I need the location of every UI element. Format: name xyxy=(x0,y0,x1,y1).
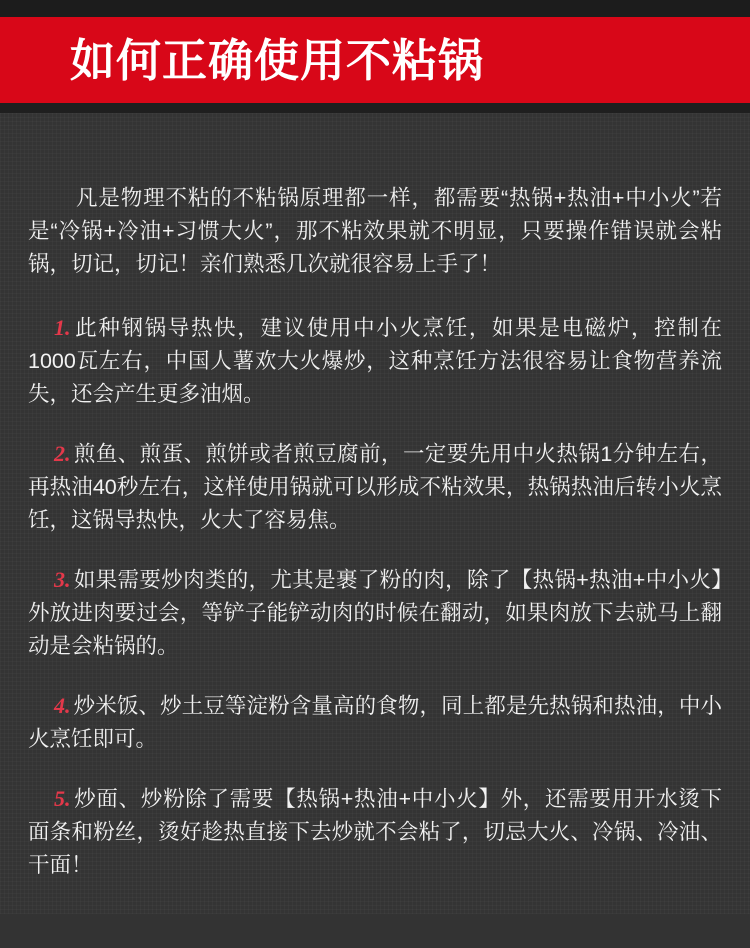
item-text: 煎鱼、煎蛋、煎饼或者煎豆腐前，一定要先用中火热锅1分钟左右，再热油40秒左右，这样使用锅就可以形成不粘效果，热锅热油后转小火烹饪，这锅导热快，火大了容易焦。 xyxy=(28,441,722,532)
list-item xyxy=(28,782,722,882)
item-number: 5. xyxy=(54,785,71,811)
item-number: 2. xyxy=(54,440,71,466)
header-underline xyxy=(0,103,750,113)
intro-paragraph: 凡是物理不粘的不粘锅原理都一样，都需要“热锅+热油+中小火”若是“冷锅+冷油+习惯大火”，那不粘效果就不明显，只要操作错误就会粘锅，切记，切记！亲们熟悉几次就很容易上手了！ xyxy=(28,185,722,276)
page-title: 如何正确使用不粘锅 xyxy=(70,34,485,86)
item-text: 此种钢锅导热快，建议使用中小火烹饪，如果是电磁炉，控制在1000瓦左右，中国人薯欢大火爆炒，这种烹饪方法很容易让食物营养流失，还会产生更多油烟。 xyxy=(28,315,722,406)
item-number: 3. xyxy=(54,566,71,592)
item-text: 如果需要炒肉类的，尤其是裹了粉的肉，除了【热锅+热油+中小火】外放进肉要过会，等铲子能铲动肉的时候在翻动，如果肉放下去就马上翻动是会粘锅的。 xyxy=(28,567,722,658)
item-number: 4. xyxy=(54,692,71,718)
header-banner xyxy=(0,17,750,103)
item-text: 炒米饭、炒土豆等淀粉含量高的食物，同上都是先热锅和热油，中小火烹饪即可。 xyxy=(28,693,722,751)
item-text: 炒面、炒粉除了需要【热锅+热油+中小火】外，还需要用开水烫下面条和粉丝，烫好趁热直接下去炒就不会粘了，切忌大火、冷锅、冷油、干面！ xyxy=(28,786,722,877)
list-item xyxy=(28,689,722,756)
list-item xyxy=(28,311,722,411)
list-item xyxy=(28,437,722,537)
article-body xyxy=(0,160,750,948)
item-number: 1. xyxy=(54,314,71,340)
top-strip xyxy=(0,0,750,17)
list-item xyxy=(28,563,722,663)
